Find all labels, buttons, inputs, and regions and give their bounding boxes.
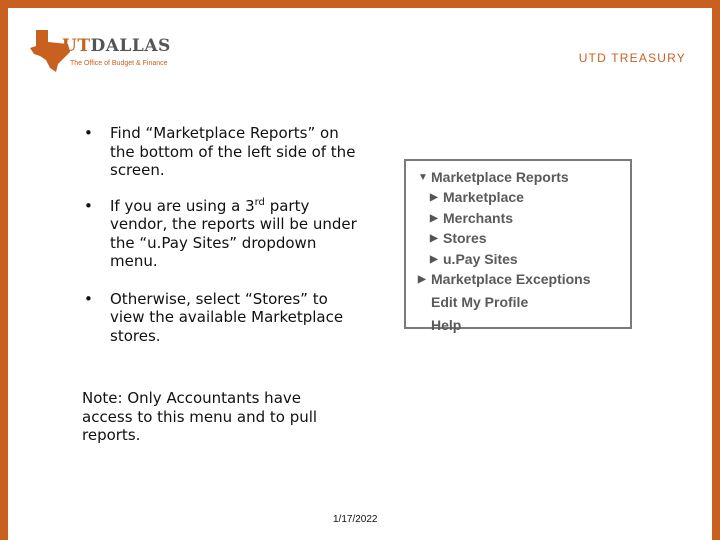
logo-ut-text: UT: [62, 36, 91, 56]
menu-item-help[interactable]: [418, 317, 461, 333]
menu-item-label: Merchants: [443, 210, 514, 226]
menu-item-label: Help: [431, 317, 462, 333]
ordinal-suffix: rd: [254, 196, 265, 208]
footer-date: 1/17/2022: [333, 514, 378, 525]
list-item: [82, 290, 362, 346]
menu-item-marketplace-reports[interactable]: [418, 169, 569, 185]
menu-item-label: Marketplace: [443, 189, 524, 205]
chevron-right-icon: ▶: [430, 232, 438, 244]
menu-item-label: Marketplace Reports: [431, 169, 569, 185]
bullet-text: [110, 197, 357, 271]
menu-item-label: u.Pay Sites: [443, 251, 518, 267]
chevron-right-icon: ▶: [430, 253, 438, 265]
bullet-text: Find “Marketplace Reports” on the bottom of the left side of the screen.: [110, 124, 356, 179]
page-title: UTD TREASURY: [578, 51, 686, 65]
menu-item-stores[interactable]: [430, 230, 487, 246]
menu-item-marketplace[interactable]: [430, 189, 524, 205]
slide: [8, 8, 712, 540]
menu-item-label: Edit My Profile: [431, 294, 529, 310]
chevron-right-icon: ▶: [430, 191, 438, 203]
list-item: [82, 124, 362, 180]
menu-item-label: Marketplace Exceptions: [431, 271, 591, 287]
menu-item-upay-sites[interactable]: [430, 251, 518, 267]
chevron-right-icon: ▶: [418, 273, 426, 285]
ut-dallas-logo: [30, 28, 190, 84]
marketplace-menu-screenshot: [404, 159, 632, 333]
bullet-text-part: party vendor, the reports will be under the “u.Pay Sites” dropdown menu.: [110, 196, 357, 270]
bullet-text-part: If you are using a 3: [110, 196, 255, 215]
logo-subtitle: The Office of Budget & Finance: [70, 60, 168, 67]
chevron-down-icon: ▼: [418, 171, 428, 183]
bullet-glyph: •: [84, 289, 93, 308]
logo-dallas-text: DALLAS: [90, 36, 171, 56]
bullet-glyph: •: [84, 124, 93, 142]
bullet-text: Otherwise, select “Stores” to view the available Marketplace stores.: [110, 289, 344, 345]
access-note: Note: Only Accountants have access to this menu and to pull reports.: [82, 389, 318, 444]
chevron-right-icon: ▶: [430, 212, 438, 224]
menu-item-edit-my-profile[interactable]: [418, 294, 528, 310]
menu-item-marketplace-exceptions[interactable]: [418, 271, 591, 287]
list-item: [82, 197, 362, 271]
logo-wordmark: [62, 36, 171, 56]
bullet-glyph: •: [84, 196, 93, 215]
menu-item-label: Stores: [443, 230, 487, 246]
menu-item-merchants[interactable]: [430, 210, 513, 226]
instruction-list: [82, 124, 362, 345]
